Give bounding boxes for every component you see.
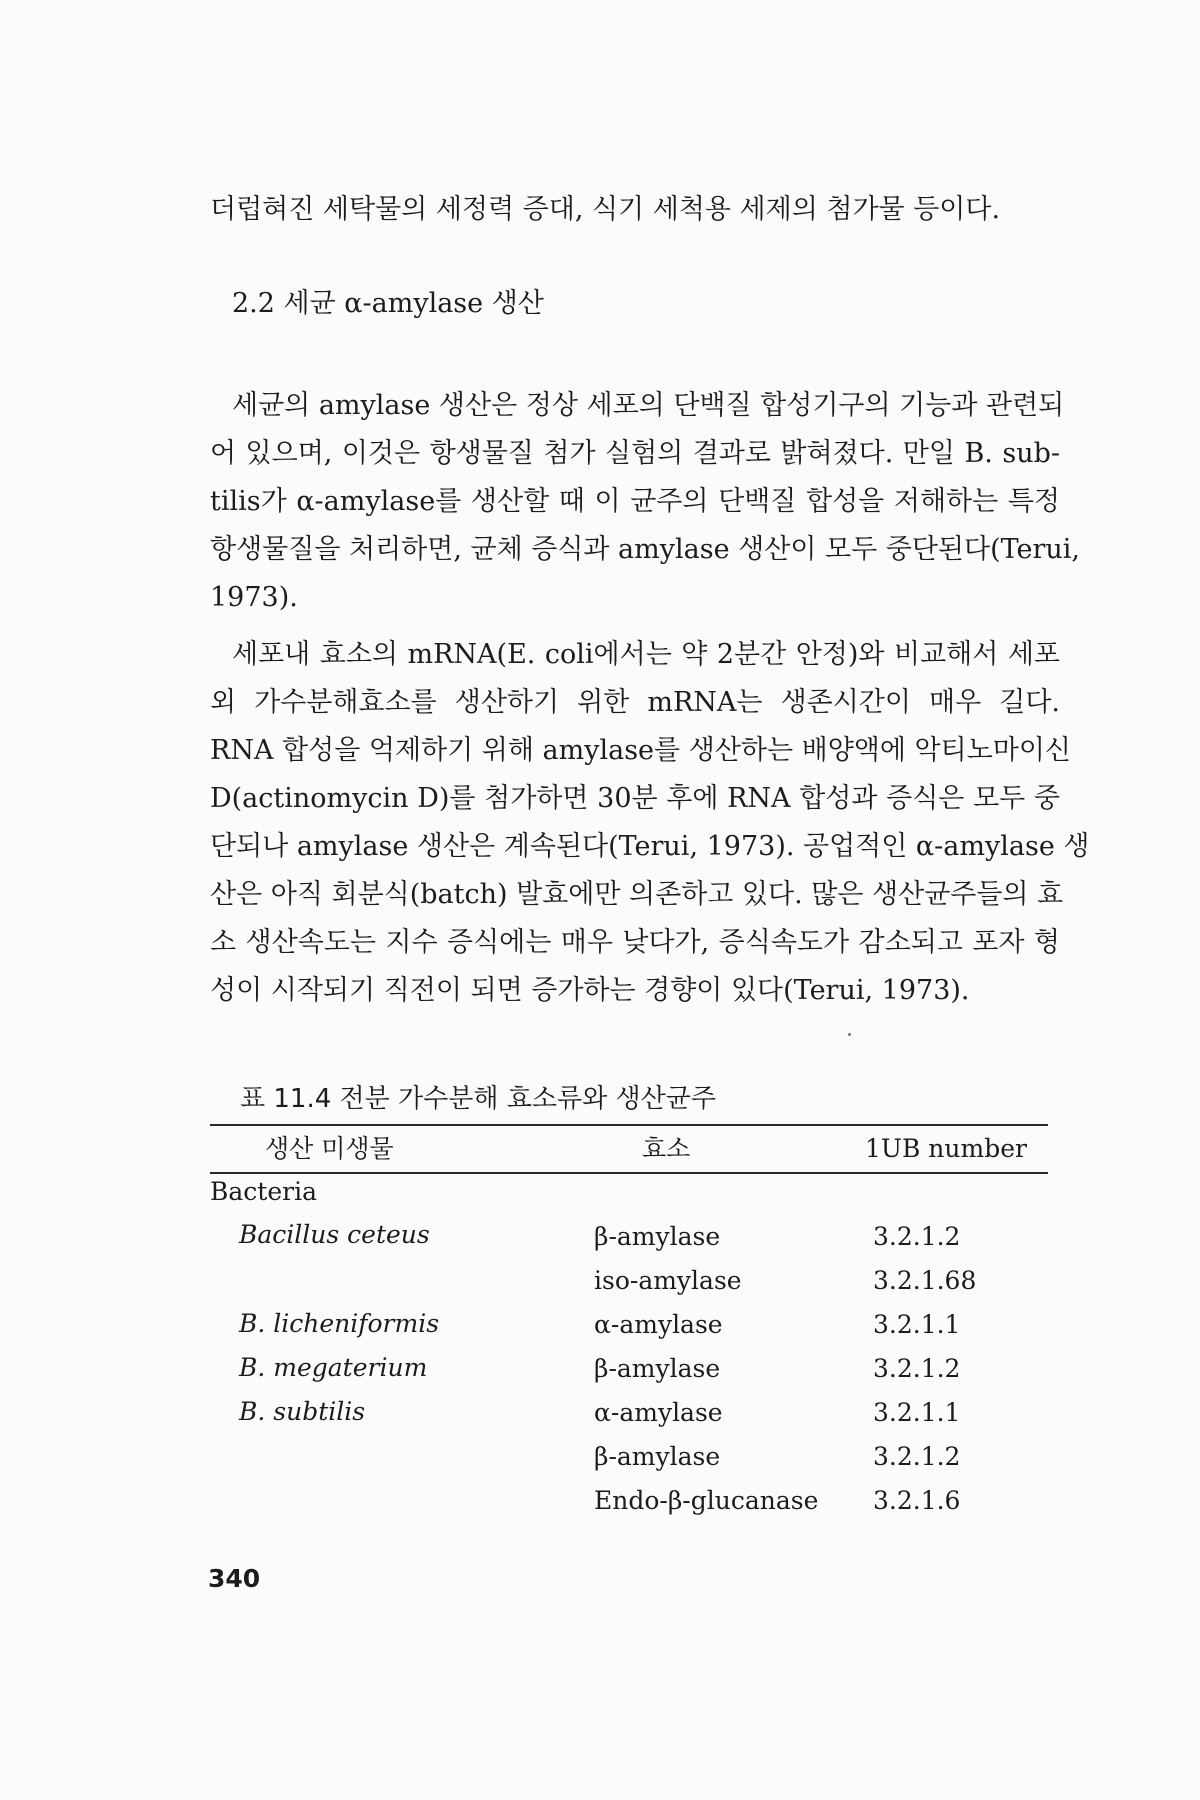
page-number: 340 [208, 1564, 261, 1593]
paragraph-line: 성이 시작되기 직전이 되면 증가하는 경향이 있다(Terui, 1973). [210, 975, 970, 1006]
table-title: 표 11.4 전분 가수분해 효소류와 생산균주 [240, 1084, 716, 1114]
row-organism: Bacillus ceteus [239, 1220, 430, 1249]
paragraph-line: D(actinomycin D)를 첨가하면 30분 후에 RNA 합성과 증식은 모두 중 [210, 783, 1060, 814]
row-enzyme: Endo-β-glucanase [594, 1486, 819, 1515]
paragraph-line: 세균의 amylase 생산은 정상 세포의 단백질 합성기구의 기능과 관련되 [232, 390, 1065, 421]
row-iub-number: 3.2.1.2 [873, 1354, 961, 1383]
row-enzyme: iso-amylase [594, 1266, 742, 1295]
header-enzyme: 효소 [642, 1134, 691, 1163]
paragraph-line: 1973). [210, 582, 298, 613]
table-top-rule [210, 1124, 1048, 1126]
row-iub-number: 3.2.1.1 [873, 1398, 961, 1427]
paragraph-line: RNA 합성을 억제하기 위해 amylase를 생산하는 배양액에 악티노마이신 [210, 735, 1072, 766]
paragraph-line: 외 가수분해효소를 생산하기 위한 mRNA는 생존시간이 매우 길다. [210, 687, 1060, 718]
paragraph-line: 단되나 amylase 생산은 계속된다(Terui, 1973). 공업적인 α-amylase 생 [210, 831, 1090, 862]
row-iub-number: 3.2.1.2 [873, 1442, 961, 1471]
section-heading: 2.2 세균 α-amylase 생산 [232, 288, 544, 319]
book-page [208, 0, 1090, 1800]
header-organism: 생산 미생물 [265, 1134, 394, 1163]
row-organism: B. subtilis [239, 1397, 366, 1426]
header-iub-number: 1UB number [865, 1134, 1027, 1163]
row-enzyme: α-amylase [594, 1398, 723, 1427]
row-iub-number: 3.2.1.6 [873, 1486, 961, 1515]
paragraph-line: 어 있으며, 이것은 항생물질 첨가 실험의 결과로 밝혀졌다. 만일 B. sub- [210, 438, 1060, 469]
paragraph-line: 세포내 효소의 mRNA(E. coli에서는 약 2분간 안정)와 비교해서 세포 [232, 639, 1060, 670]
paragraph-line: tilis가 α-amylase를 생산할 때 이 균주의 단백질 합성을 저해하는 특정 [210, 486, 1060, 517]
row-iub-number: 3.2.1.2 [873, 1222, 961, 1251]
row-enzyme: β-amylase [594, 1354, 721, 1383]
row-iub-number: 3.2.1.68 [873, 1266, 977, 1295]
paragraph-line: 산은 아직 회분식(batch) 발효에만 의존하고 있다. 많은 생산균주들의 효 [210, 879, 1064, 910]
row-organism: B. megaterium [239, 1353, 428, 1382]
intro-line: 더럽혀진 세탁물의 세정력 증대, 식기 세척용 세제의 첨가물 등이다. [210, 194, 1001, 225]
table-header-rule [210, 1172, 1048, 1174]
paragraph-line: 소 생산속도는 지수 증식에는 매우 낮다가, 증식속도가 감소되고 포자 형 [210, 927, 1060, 958]
row-organism: B. licheniformis [239, 1309, 440, 1338]
scan-speck [848, 1033, 851, 1036]
row-enzyme: β-amylase [594, 1442, 721, 1471]
paragraph-line: 항생물질을 처리하면, 균체 증식과 amylase 생산이 모두 중단된다(Terui, [210, 534, 1081, 565]
row-iub-number: 3.2.1.1 [873, 1310, 961, 1339]
row-enzyme: α-amylase [594, 1310, 723, 1339]
group-label: Bacteria [210, 1177, 317, 1206]
row-enzyme: β-amylase [594, 1222, 721, 1251]
